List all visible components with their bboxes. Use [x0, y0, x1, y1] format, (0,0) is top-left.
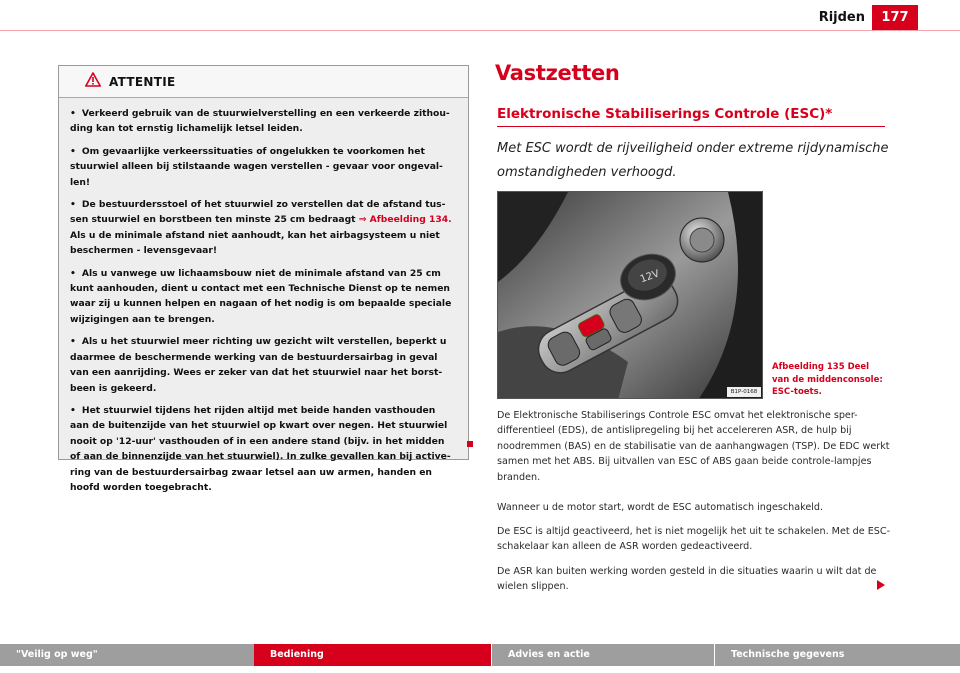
section-intro: Met ESC wordt de rijveiligheid onder extreme rijdynamische omstandigheden verhoogd. [497, 141, 889, 180]
body-paragraph: De ESC is altijd geactiveerd, het is niet mogelijk het uit te schakelen. Met de ESC-schakelaar kan alleen de ASR worden gedeactiveerd. [497, 526, 891, 553]
warning-triangle-icon [85, 72, 101, 91]
section-end-marker [467, 441, 473, 447]
svg-text:12V: 12V [638, 268, 661, 286]
footer-tab-advies-en-actie[interactable]: Advies en actie [491, 644, 714, 666]
warning-item: • De bestuurdersstoel of het stuurwiel zo verstellen dat de afstand tus-sen stuurwiel en borstbeen ten minste 25 cm bedraagt ⇒ Afbeelding 134. Als u de minimale afstand niet aanhoudt, kan het airbagsysteem u niet beschermen - levensgevaar! [70, 199, 452, 257]
warning-box [58, 65, 469, 493]
warning-item: • Als u vanwege uw lichaamsbouw niet de minimale afstand van 25 cm kunt aanhouden, dient u contact met een Technische Dienst op te nemen waar zij u kunnen helpen en nagaan of het nodig is om bepaalde speciale wijzigingen aan te brengen. [70, 267, 452, 325]
section-subtitle: Elektronische Stabiliserings Controle (ESC)* [497, 106, 833, 122]
footer-tab-technische-gegevens[interactable]: Technische gegevens [714, 644, 960, 666]
warning-item: • Als u het stuurwiel meer richting uw gezicht wilt verstellen, beperkt u daarmee de beschermende werking van de bestuurdersairbag in geval van een aanrijding. Wees er zeker van dat het stuurwiel naar het borst-been is gekeerd. [70, 336, 447, 394]
continue-arrow-icon [877, 580, 885, 590]
warning-list [59, 98, 468, 495]
warning-header [59, 66, 468, 98]
header-divider [0, 30, 960, 31]
footer-tab-bediening[interactable]: Bediening [254, 644, 491, 666]
body-paragraph: Wanneer u de motor start, wordt de ESC automatisch ingeschakeld. [497, 502, 824, 513]
subtitle-divider [497, 126, 885, 127]
warning-item: • Verkeerd gebruik van de stuurwielverstelling en een verkeerde zithou-ding kan tot ernstig lichamelijk letsel leiden. [70, 108, 450, 135]
footer-tab-veilig-op-weg[interactable]: "Veilig op weg" [0, 644, 254, 666]
page-header-title: Rijden [818, 10, 865, 25]
warning-item: • Het stuurwiel tijdens het rijden altijd met beide handen vasthouden aan de buitenzijde van het stuurwiel op kwart over negen. Het stuurwiel nooit op '12-uur' vasthouden of in een andere stand (bijv. in het midden of aan de binnenzijde van het stuurwiel). In zulke gevallen kan bij active-ring van de bestuurdersairbag zwaar letsel aan uw armen, handen en hoofd worden toegebracht. [70, 404, 451, 493]
body-paragraph: De ASR kan buiten werking worden gesteld in die situaties waarin u wilt dat de wielen slippen. [497, 566, 877, 593]
page-number: 177 [872, 5, 918, 31]
footer-nav [0, 644, 960, 673]
esc-console-photo [497, 191, 763, 399]
section-title: Vastzetten [495, 61, 620, 85]
body-paragraph: De Elektronische Stabiliserings Controle ESC omvat het elektronische sper-differentieel (EDS), de antislipregeling bij het accelereren ASR, de hulp bij noodremmen (BAS) en de stabilisatie van de aanhangwagen (TSP). De EDC werkt samen met het ABS. Bij uitvallen van ESC of ABS gaan beide controle-lampjes branden. [497, 410, 890, 483]
figure-caption: Afbeelding 135 Deel van de middenconsole: ESC-toets. [772, 362, 883, 397]
figure-reference-link[interactable]: ⇒ Afbeelding 134. [358, 214, 452, 226]
figure-code: B1P-0168 [727, 387, 761, 397]
warning-item: • Om gevaarlijke verkeerssituaties of ongelukken te voorkomen het stuurwiel alleen bij stilstaande wagen verstellen - gevaar voor ongeval-len! [70, 145, 443, 188]
warning-title: ATTENTIE [109, 74, 176, 89]
